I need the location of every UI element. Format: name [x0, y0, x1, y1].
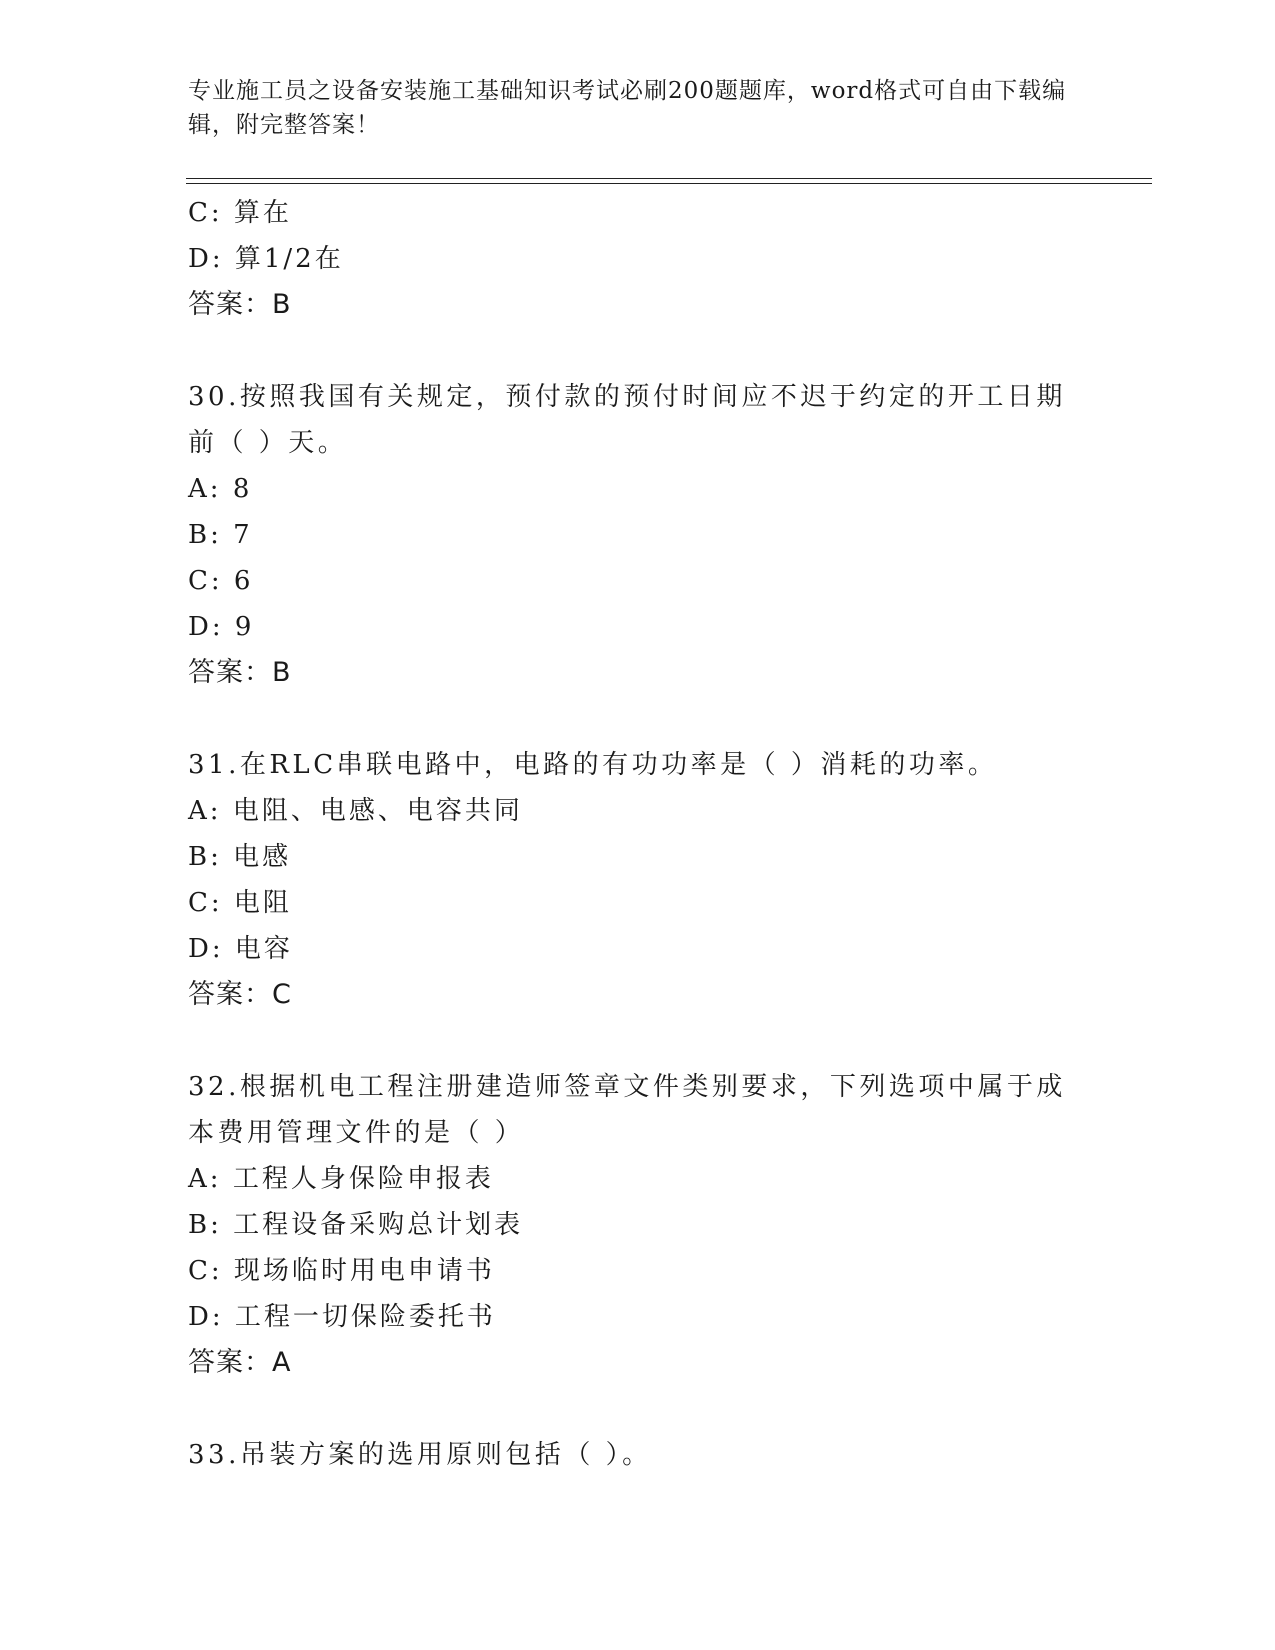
- option-letter: C:: [188, 566, 223, 596]
- answer-line: 答案：A: [188, 1347, 292, 1378]
- option-text: 电阻、电感、电容共同: [232, 796, 523, 826]
- option-letter: D:: [188, 612, 224, 642]
- question-32: [188, 1064, 1088, 1386]
- answer-line: 答案：B: [188, 657, 292, 688]
- option-b: [188, 512, 1088, 558]
- option-d: [188, 604, 1088, 650]
- option-letter: A:: [188, 796, 222, 826]
- question-stem: 30.按照我国有关规定，预付款的预付时间应不迟于约定的开工日期前（ ）天。: [188, 382, 1066, 458]
- option-letter: A:: [188, 474, 222, 504]
- option-letter: A:: [188, 1164, 222, 1194]
- option-letter: D:: [188, 1302, 224, 1332]
- question-stem: 31.在RLC串联电路中，电路的有功功率是（ ）消耗的功率。: [188, 750, 998, 780]
- option-b: [188, 834, 1088, 880]
- header-divider-bottom: [186, 183, 1152, 184]
- question-stem: 32.根据机电工程注册建造师签章文件类别要求，下列选项中属于成本费用管理文件的是（ ）: [188, 1072, 1066, 1148]
- option-d: [188, 236, 1088, 282]
- option-letter: B:: [188, 842, 222, 872]
- option-text: 电容: [234, 934, 293, 964]
- answer-line: 答案：C: [188, 979, 292, 1010]
- option-letter: C:: [188, 1256, 223, 1286]
- option-text: 8: [232, 474, 253, 504]
- option-a: [188, 788, 1088, 834]
- option-text: 工程人身保险申报表: [232, 1164, 494, 1194]
- option-letter: B:: [188, 520, 222, 550]
- option-letter: D:: [188, 934, 224, 964]
- option-text: 6: [233, 566, 254, 596]
- option-letter: B:: [188, 1210, 222, 1240]
- option-text: 算在: [233, 198, 292, 228]
- question-31: [188, 742, 1088, 1018]
- option-a: [188, 1156, 1088, 1202]
- option-text: 工程一切保险委托书: [234, 1302, 496, 1332]
- option-c: [188, 190, 1088, 236]
- option-a: [188, 466, 1088, 512]
- option-letter: C:: [188, 198, 223, 228]
- question-stem: 33.吊装方案的选用原则包括（ ）。: [188, 1440, 652, 1470]
- header-divider-top: [186, 178, 1152, 179]
- option-letter: C:: [188, 888, 223, 918]
- question-30: [188, 374, 1088, 696]
- option-text: 工程设备采购总计划表: [233, 1210, 524, 1240]
- option-text: 电感: [233, 842, 292, 872]
- page-header: 专业施工员之设备安装施工基础知识考试必刷200题题库，word格式可自由下载编辑，附完整答案！: [188, 78, 1067, 138]
- option-text: 7: [233, 520, 253, 550]
- option-d: [188, 926, 1088, 972]
- option-c: [188, 1248, 1088, 1294]
- question-29-continued: [188, 190, 1088, 328]
- option-c: [188, 558, 1088, 604]
- option-c: [188, 880, 1088, 926]
- option-text: 算1/2在: [234, 244, 344, 274]
- option-text: 9: [234, 612, 255, 642]
- option-text: 现场临时用电申请书: [233, 1256, 495, 1286]
- option-text: 电阻: [233, 888, 292, 918]
- option-letter: D:: [188, 244, 224, 274]
- option-d: [188, 1294, 1088, 1340]
- question-list: [188, 190, 1088, 1478]
- option-b: [188, 1202, 1088, 1248]
- question-33: [188, 1432, 1088, 1478]
- answer-line: 答案：B: [188, 289, 292, 320]
